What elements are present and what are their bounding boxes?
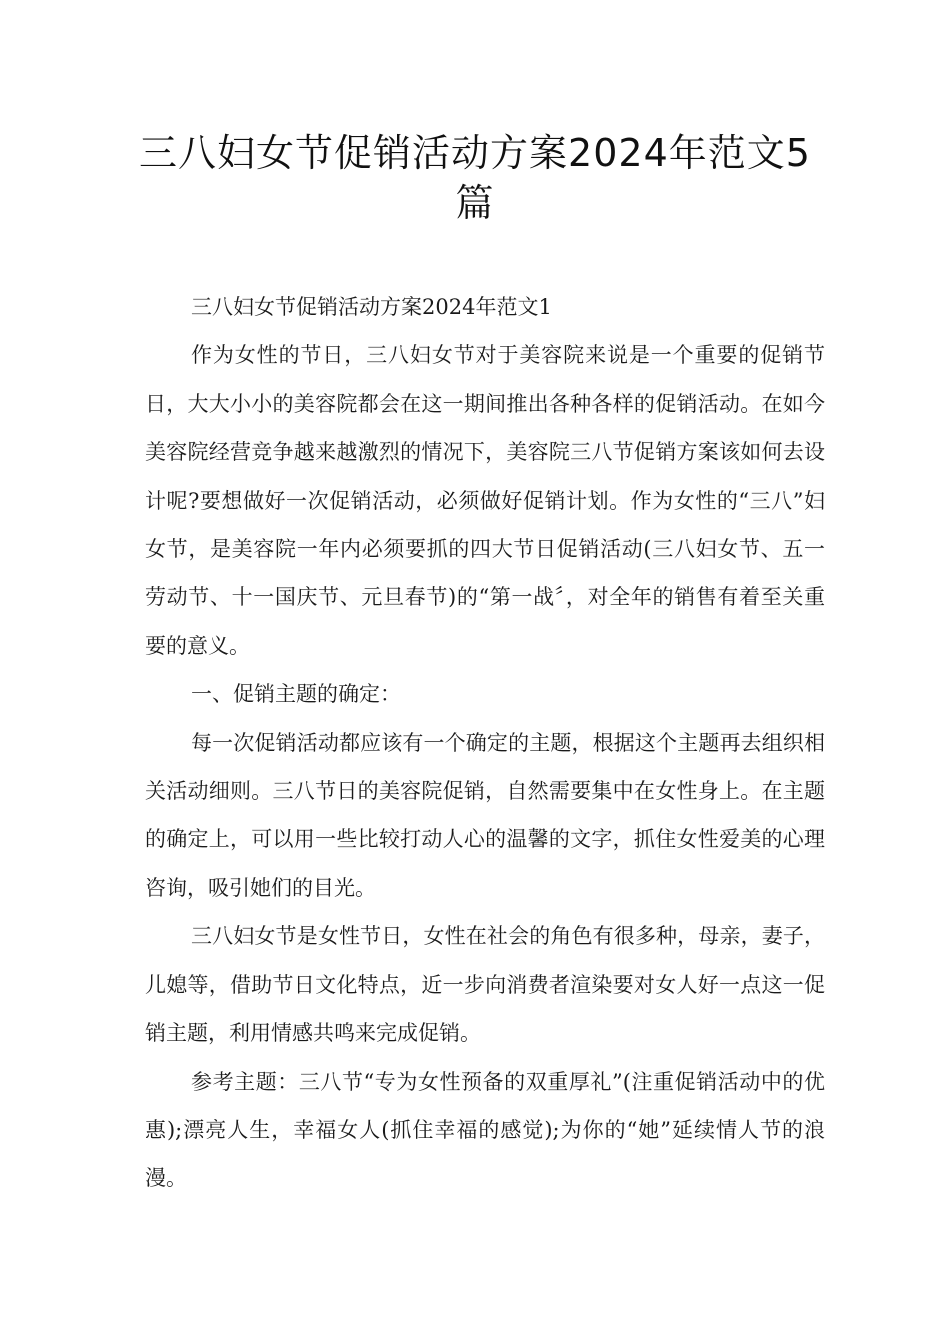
paragraph-reference-themes: 参考主题：三八节“专为女性预备的双重厚礼”(注重促销活动中的优惠);漂亮人生，幸福女人(抓住幸福的感觉);为你的“她”延续情人节的浪漫。 — [145, 1069, 825, 1191]
section-heading-theme: 一、促销主题的确定： — [191, 682, 401, 707]
document-body — [145, 283, 825, 1203]
paragraph-subtitle: 三八妇女节促销活动方案2024年范文1 — [191, 295, 552, 319]
paragraph-roles: 三八妇女节是女性节日，女性在社会的角色有很多种，母亲，妻子，儿媳等，借助节日文化特点，近一步向消费者渲染要对女人好一点这一促销主题，利用情感共鸣来完成促销。 — [145, 924, 825, 1046]
paragraph-theme: 每一次促销活动都应该有一个确定的主题，根据这个主题再去组织相关活动细则。三八节日的美容院促销，自然需要集中在女性身上。在主题的确定上，可以用一些比较打动人心的温馨的文字，抓住女性爱美的心理咨询，吸引她们的目光。 — [145, 730, 825, 900]
document-title: 三八妇女节促销活动方案2024年范文5篇 — [139, 131, 811, 225]
paragraph-intro: 作为女性的节日，三八妇女节对于美容院来说是一个重要的促销节日，大大小小的美容院都会在这一期间推出各种各样的促销活动。在如今美容院经营竞争越来越激烈的情况下，美容院三八节促销方案该如何去设计呢?要想做好一次促销活动，必须做好促销计划。作为女性的“三八”妇女节，是美容院一年内必须要抓的四大节日促销活动(三八妇女节、五一劳动节、十一国庆节、元旦春节)的“第一战〞，对全年的销售有着至关重要的意义。 — [145, 343, 825, 658]
